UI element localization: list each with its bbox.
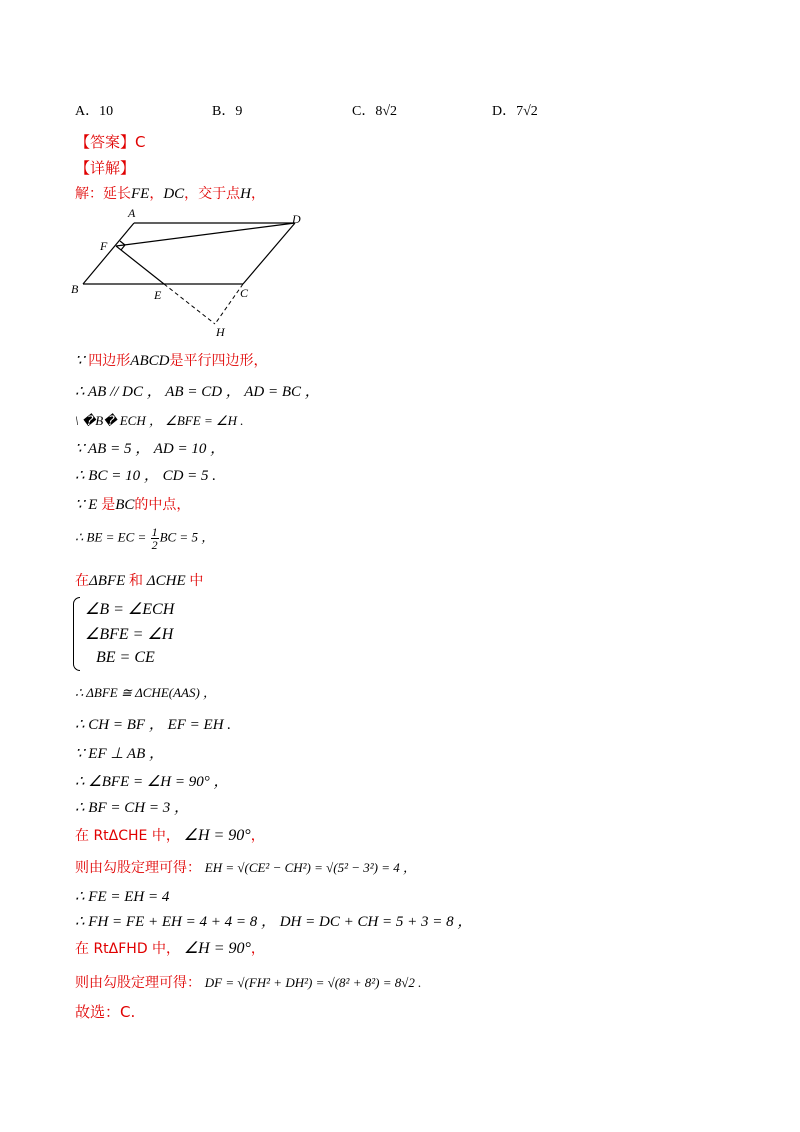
step-1: ∵ 四边形ABCD是平行四边形， (75, 353, 268, 369)
step-5: ∴ BC = 10 ， CD = 5 . (75, 468, 217, 484)
segment-fe (116, 246, 164, 284)
rt1-line: 在 RtΔCHE 中， ∠H = 90°， (75, 827, 265, 844)
label-d: D (292, 212, 301, 226)
step-2: ∴ AB // DC ， AB = CD ， AD = BC ， (75, 384, 320, 400)
answer-label: 【答案】C (75, 133, 146, 151)
conclusion-line: 故选：C. (75, 1003, 136, 1021)
triangle-line: 在ΔBFE 和 ΔCHE 中 (75, 573, 204, 589)
system-line-1: ∠B = ∠ECH (85, 601, 175, 618)
step-4: ∵ AB = 5 ， AD = 10 ， (75, 441, 226, 457)
option-b: B．9 (212, 104, 243, 119)
intro-line: 解：延长FE，DC，交于点H， (75, 186, 266, 202)
label-a: A (128, 206, 136, 220)
label-f: F (100, 239, 108, 253)
option-a: A．10 (75, 104, 114, 119)
system-brace (73, 597, 80, 671)
detail-label: 【详解】 (75, 159, 136, 177)
label-e: E (154, 288, 162, 302)
segment-eh (164, 284, 215, 324)
pyth2-line: 则由勾股定理可得： DF = √(FH² + DH²) = √(8² + 8²) = 8√2 . (75, 975, 422, 991)
fe-eh-line: ∴ FE = EH = 4 (75, 889, 170, 905)
label-c: C (240, 286, 249, 300)
bf-ch-line: ∴ BF = CH = 3 ， (75, 800, 189, 816)
segment-dc (243, 223, 295, 284)
step-3: \ �B� ECH ， ∠BFE = ∠H . (75, 413, 244, 428)
congruence-line: ∴ ΔBFE ≅ ΔCHE(AAS) ， (75, 685, 217, 700)
ch-bf-line: ∴ CH = BF ， EF = EH . (75, 717, 232, 733)
label-h: H (216, 325, 225, 339)
perp-line: ∵ EF ⊥ AB ， (75, 746, 164, 762)
rt2-line: 在 RtΔFHD 中， ∠H = 90°， (75, 940, 265, 957)
system-line-2: ∠BFE = ∠H (85, 626, 174, 643)
segment-ch (215, 284, 243, 324)
parallelogram-figure (68, 205, 308, 340)
option-c: C．8√2 (352, 104, 398, 119)
system-line-3: BE = CE (96, 649, 155, 666)
angle-90-line: ∴ ∠BFE = ∠H = 90° ， (75, 774, 229, 790)
segment-fd (116, 223, 295, 246)
fh-dh-line: ∴ FH = FE + EH = 4 + 4 = 8 ， DH = DC + CH = 5 + 3 = 8 ， (75, 914, 473, 930)
label-b: B (71, 282, 79, 296)
be-ec-line: ∴ BE = EC = $\frac{1}{2}$ BC = 5 ， (75, 525, 215, 552)
pyth1-line: 则由勾股定理可得： EH = √(CE² − CH²) = √(5² − 3²) = 4 ， (75, 860, 417, 876)
option-d: D．7√2 (492, 104, 538, 119)
step-6: ∵ E 是BC的中点， (75, 497, 191, 513)
